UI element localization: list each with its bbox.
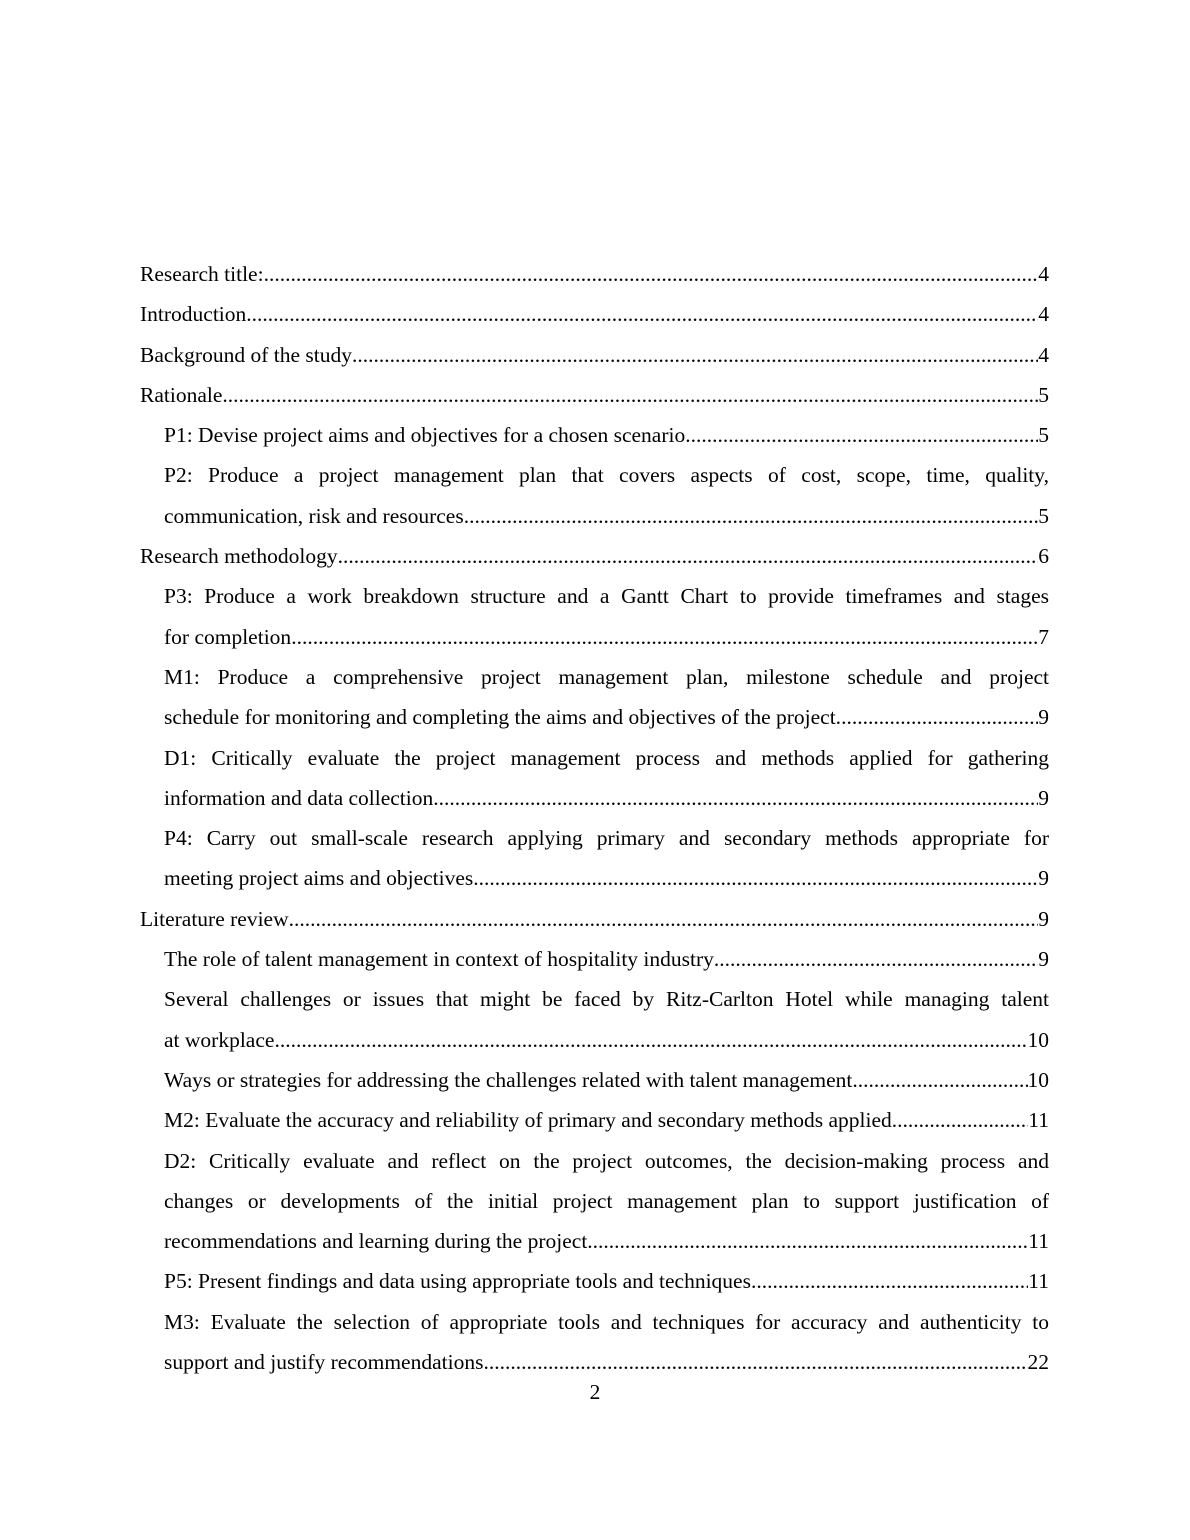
toc-entry-heading-line: M1: Produce a comprehensive project management plan, milestone schedule and project [164,664,1049,689]
toc-entry-line [140,899,1049,939]
toc-entry[interactable] [140,899,1049,939]
toc-entry-page-number: 5 [1038,423,1049,448]
toc-dot-leader [751,1261,1028,1301]
toc-entry-page-number: 9 [1038,906,1049,931]
toc-entry-page-number: 5 [1038,382,1049,407]
toc-entry-line [140,294,1049,334]
toc-entry-title: P5: Present findings and data using appropriate tools and techniques [164,1269,751,1294]
toc-entry[interactable] [164,576,1049,657]
toc-entry-line [164,939,1049,979]
toc-entry-title: Literature review [140,906,289,931]
toc-entry[interactable] [164,1060,1049,1100]
table-of-contents [140,254,1049,1382]
toc-entry-page-number: 5 [1038,503,1049,528]
toc-entry-heading-line: D1: Critically evaluate the project management process and methods applied for gathering [164,745,1049,770]
toc-entry[interactable] [164,1302,1049,1383]
toc-entry[interactable] [164,1141,1049,1262]
toc-entry-heading-line: M3: Evaluate the selection of appropriate tools and techniques for accuracy and authenticity to [164,1309,1049,1334]
toc-entry-page-number: 9 [1038,785,1049,810]
toc-entry-page-number: 6 [1038,544,1049,569]
toc-dot-leader [473,858,1038,898]
toc-entry-page-number: 4 [1038,342,1049,367]
toc-entry[interactable] [164,979,1049,1060]
toc-dot-leader [274,1020,1027,1060]
toc-entry-page-number: 9 [1038,947,1049,972]
toc-dot-leader [892,1100,1029,1140]
toc-entry-line [164,496,1049,536]
toc-dot-leader [685,415,1038,455]
toc-entry-heading-line: Several challenges or issues that might be faced by Ritz-Carlton Hotel while managing talent [164,987,1049,1012]
toc-entry-page-number: 11 [1028,1229,1049,1254]
toc-entry-heading-line: D2: Critically evaluate and reflect on the project outcomes, the decision-making process and [164,1148,1049,1173]
toc-entry-line [164,697,1049,737]
toc-entry-page-number: 9 [1038,705,1049,730]
toc-entry[interactable] [164,738,1049,819]
toc-entry-title: at workplace [164,1027,275,1052]
toc-entry-title: Introduction [140,302,247,327]
toc-dot-leader [338,536,1039,576]
toc-entry-title: recommendations and learning during the project [164,1229,588,1254]
toc-dot-leader [352,335,1038,375]
toc-entry-page-number: 10 [1027,1067,1049,1092]
toc-entry-title: meeting project aims and objectives [164,866,474,891]
toc-entry-page-number: 7 [1038,624,1049,649]
toc-entry-line [164,1020,1049,1060]
toc-entry-line [140,335,1049,375]
toc-entry-title: P1: Devise project aims and objectives for a chosen scenario [164,423,686,448]
toc-entry-title: Research title: [140,262,264,286]
toc-dot-leader [291,617,1038,657]
toc-entry-title: M2: Evaluate the accuracy and reliability of primary and secondary methods applied [164,1108,892,1133]
toc-entry-line [164,415,1049,455]
toc-entry-line [140,375,1049,415]
toc-entry[interactable] [164,1100,1049,1140]
toc-entry-line [140,254,1049,294]
toc-entry-line [164,1261,1049,1301]
toc-entry-page-number: 11 [1028,1269,1049,1294]
toc-entry-line [164,1221,1049,1261]
toc-entry-page-number: 9 [1038,866,1049,891]
toc-entry-line [140,536,1049,576]
toc-entry[interactable] [140,254,1049,294]
toc-entry-page-number: 4 [1038,262,1049,286]
toc-dot-leader [464,496,1039,536]
toc-entry[interactable] [140,536,1049,576]
toc-entry-page-number: 4 [1038,302,1049,327]
toc-entry-title: support and justify recommendations [164,1350,484,1375]
toc-entry-line [164,858,1049,898]
toc-entry-title: The role of talent management in context of hospitality industry [164,947,714,972]
toc-dot-leader [714,939,1038,979]
toc-dot-leader [289,899,1039,939]
toc-dot-leader [841,697,1038,737]
toc-dot-leader [264,254,1039,294]
toc-entry-title: communication, risk and resources [164,503,464,528]
toc-entry-heading-line: changes or developments of the initial project management plan to support justification of [164,1188,1049,1213]
toc-entry[interactable] [164,415,1049,455]
toc-dot-leader [852,1060,1027,1100]
toc-entry[interactable] [140,294,1049,334]
toc-entry[interactable] [164,818,1049,899]
toc-entry[interactable] [164,939,1049,979]
toc-entry-line [164,778,1049,818]
toc-entry-page-number: 22 [1027,1350,1049,1375]
toc-entry-title: information and data collection [164,785,434,810]
toc-entry-page-number: 10 [1027,1027,1049,1052]
toc-entry-heading-line: P4: Carry out small-scale research applying primary and secondary methods appropriate for [164,826,1049,851]
toc-entry[interactable] [140,375,1049,415]
toc-entry-title: Rationale [140,382,223,407]
toc-entry[interactable] [140,335,1049,375]
toc-entry-line [164,1100,1049,1140]
toc-entry[interactable] [164,657,1049,738]
toc-dot-leader [246,294,1038,334]
toc-entry-title: for completion [164,624,292,649]
page-number: 2 [589,1380,601,1404]
toc-entry-page-number: 11 [1028,1108,1049,1133]
toc-dot-leader [433,778,1038,818]
toc-entry-title: schedule for monitoring and completing the aims and objectives of the project. [164,705,842,730]
toc-dot-leader [587,1221,1028,1261]
toc-entry-heading-line: P2: Produce a project management plan that covers aspects of cost, scope, time, quality, [164,463,1049,488]
toc-entry-title: Background of the study [140,342,352,367]
toc-entry-heading-line: P3: Produce a work breakdown structure and a Gantt Chart to provide timeframes and stages [164,584,1049,609]
toc-entry-line [164,617,1049,657]
toc-entry-title: Ways or strategies for addressing the challenges related with talent management [164,1067,853,1092]
toc-entry-title: Research methodology [140,544,338,569]
toc-dot-leader [222,375,1038,415]
toc-entry-line [164,1060,1049,1100]
toc-entry[interactable] [164,455,1049,536]
toc-entry[interactable] [164,1261,1049,1301]
